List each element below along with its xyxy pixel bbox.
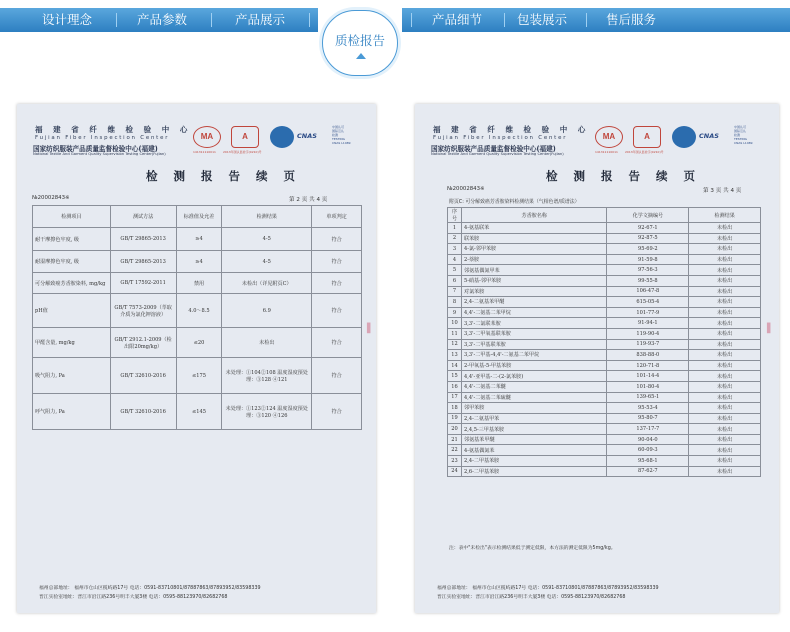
table-cell: 91-94-1: [607, 318, 689, 329]
table-cell: 92-87-5: [607, 233, 689, 244]
nav-item-service[interactable]: 售后服务: [605, 12, 656, 27]
doc-title: 检 测 报 告 续 页: [146, 169, 302, 183]
table-cell: 4-5: [222, 251, 312, 273]
table-cell: 未检出: [689, 328, 761, 339]
ilac-logo-icon: [672, 126, 696, 148]
cma-logo-icon: MA: [595, 126, 623, 148]
nav-item-display[interactable]: 产品展示: [234, 12, 285, 27]
table-header-cell: 单项判定: [312, 206, 362, 228]
table-row: [33, 394, 362, 430]
table-cell: 未检出: [222, 328, 312, 358]
table-cell: 5: [448, 265, 462, 276]
table-cell: GB/T 7573-2009（萃取介质为氯化钾溶液）: [110, 294, 176, 328]
cma-logo-icon: MA: [193, 126, 221, 148]
table-cell: 119-93-7: [607, 339, 689, 350]
caret-up-icon: [356, 53, 366, 59]
table-cell: 未检出: [689, 456, 761, 467]
table-cell: 22: [448, 445, 462, 456]
table-cell: 未检出: [689, 403, 761, 414]
cnas-caption: [332, 125, 351, 145]
nav-separator: [309, 13, 310, 27]
table-cell: 3,3'-二甲基-4,4'-二氨基二苯甲烷: [461, 350, 607, 361]
table-cell: 3,3'-二甲基联苯胺: [461, 339, 607, 350]
cal-logo-icon: A: [231, 126, 259, 148]
table-cell: 14: [448, 360, 462, 371]
cnas-caption-line: TESTING: [332, 137, 345, 141]
table-cell: 符合: [312, 228, 362, 251]
table-row: [448, 360, 761, 371]
table-row: [448, 328, 761, 339]
table-cell: 4-氯-邻甲苯胺: [461, 244, 607, 255]
table-cell: 甲醛含量, mg/kg: [33, 328, 111, 358]
footer-address-2: 晋江实验室地址：晋江市沿江路236号明丰大厦3楼 电话：0595-88123970/82682768: [39, 595, 228, 600]
table-header-cell: 检测项目: [33, 206, 111, 228]
table-row: [448, 223, 761, 234]
table-cell: 未检出: [689, 339, 761, 350]
table-cell: 未检出: [689, 223, 761, 234]
table-cell: 未处理：①123②124 温度湿度预处理：③120 ④126: [222, 394, 312, 430]
table-cell: 4.0～8.5: [176, 294, 222, 328]
cnas-caption-line: 检测: [734, 133, 741, 137]
table-cell: 23: [448, 456, 462, 467]
table-cell: 95-80-7: [607, 413, 689, 424]
table-cell: 耐湿摩擦色牢度, 级: [33, 251, 111, 273]
page-number: 第 2 页 共 4 页: [289, 197, 328, 203]
ilac-logo-icon: [270, 126, 294, 148]
table-cell: 4,4'-二氨基二苯醚: [461, 381, 607, 392]
table-cell: 未检出: [689, 434, 761, 445]
table-header-cell: 序号: [448, 208, 462, 223]
cnas-caption-line: CNAS L1989: [734, 141, 753, 145]
table-cell: 3,3'-二氯联苯胺: [461, 318, 607, 329]
report-page-3: [415, 104, 779, 613]
table-row: [448, 381, 761, 392]
table-cell: 联苯胺: [461, 233, 607, 244]
nav-separator: [211, 13, 212, 27]
table-row: [33, 358, 362, 394]
table-row: [448, 403, 761, 414]
nav-item-params[interactable]: 产品参数: [136, 12, 187, 27]
table-cell: 119-90-4: [607, 328, 689, 339]
table-cell: 未检出: [689, 265, 761, 276]
amine-results-table: [447, 207, 761, 477]
center-name-en: National Textile And Garment Quality Supervision Testing Center(Fujian): [431, 152, 564, 156]
cnas-caption-line: 国际互认: [734, 129, 747, 133]
cal-logo-number: 2013年国认监检字(0210)号: [625, 150, 664, 154]
table-cell: 95-68-1: [607, 456, 689, 467]
table-cell: 6.9: [222, 294, 312, 328]
table-cell: 未检出（详见附页C）: [222, 273, 312, 294]
table-cell: 吸气阻力, Pa: [33, 358, 111, 394]
table-cell: 2,4,5-三甲基苯胺: [461, 424, 607, 435]
table-cell: 11: [448, 328, 462, 339]
table-cell: 19: [448, 413, 462, 424]
active-tab-label: 质检报告: [334, 33, 385, 48]
table-cell: 符合: [312, 358, 362, 394]
table-cell: 未检出: [689, 371, 761, 382]
table-cell: 禁用: [176, 273, 222, 294]
table-cell: ≤175: [176, 358, 222, 394]
table-row: [33, 251, 362, 273]
report-page-2: [17, 104, 376, 613]
cma-logo-number: 141311110011: [193, 150, 216, 154]
table-cell: 4-氨基联苯: [461, 223, 607, 234]
cnas-caption: [734, 125, 753, 145]
table-cell: 未检出: [689, 424, 761, 435]
table-cell: ≥4: [176, 228, 222, 251]
table-cell: 106-47-8: [607, 286, 689, 297]
table-row: [33, 294, 362, 328]
table-note: 注：表中"未检出"表示检测结果低于测定低限，本方法的测定低限为5mg/kg。: [449, 546, 616, 551]
table-row: [448, 339, 761, 350]
table-cell: 10: [448, 318, 462, 329]
table-cell: pH值: [33, 294, 111, 328]
table-cell: 20: [448, 424, 462, 435]
cma-logo-number: 141311110011: [595, 150, 618, 154]
table-cell: 未检出: [689, 466, 761, 477]
table-row: [448, 445, 761, 456]
seal-stamp-icon: ▌: [767, 324, 774, 334]
table-row: [448, 413, 761, 424]
table-cell: 邻氨基偶氮甲苯: [461, 265, 607, 276]
table-header-cell: 检测结果: [689, 208, 761, 223]
cnas-caption-line: CNAS L1989: [332, 141, 351, 145]
table-cell: 未检出: [689, 286, 761, 297]
table-cell: 16: [448, 381, 462, 392]
table-cell: 未检出: [689, 254, 761, 265]
table-row: [448, 456, 761, 467]
table-cell: 17: [448, 392, 462, 403]
report-number: №20002843※: [32, 195, 70, 201]
table-row: [448, 371, 761, 382]
table-row: [448, 244, 761, 255]
table-row: [33, 328, 362, 358]
page-number: 第 3 页 共 4 页: [703, 188, 742, 194]
table-cell: GB/T 29865-2013: [110, 228, 176, 251]
nav-item-packaging[interactable]: 包装展示: [516, 12, 567, 27]
table-cell: 未检出: [689, 297, 761, 308]
table-cell: 21: [448, 434, 462, 445]
table-cell: 615-05-4: [607, 297, 689, 308]
table-cell: 97-56-3: [607, 265, 689, 276]
footer-address-2: 晋江实验室地址：晋江市沿江路236号明丰大厦3楼 电话：0595-88123970/82682768: [437, 595, 626, 600]
table-cell: 99-55-8: [607, 275, 689, 286]
org-name-en: Fujian Fiber Inspection Center: [433, 135, 568, 141]
table-caption: 附页C: 可分解致癌芳香胺染料检测结果（气相色谱/质谱法）: [449, 199, 580, 205]
table-row: [448, 297, 761, 308]
table-header-cell: 化学文摘编号: [607, 208, 689, 223]
cnas-caption-line: TESTING: [734, 137, 747, 141]
table-cell: 6: [448, 275, 462, 286]
table-cell: 未检出: [689, 413, 761, 424]
table-row: [448, 275, 761, 286]
table-row: [448, 434, 761, 445]
table-cell: 101-14-4: [607, 371, 689, 382]
table-cell: 未检出: [689, 244, 761, 255]
table-cell: 符合: [312, 294, 362, 328]
table-cell: 8: [448, 297, 462, 308]
table-row: [448, 392, 761, 403]
table-cell: 邻甲苯胺: [461, 403, 607, 414]
table-header-row: [33, 206, 362, 228]
table-cell: 对氯苯胺: [461, 286, 607, 297]
table-cell: 24: [448, 466, 462, 477]
table-cell: 未检出: [689, 445, 761, 456]
table-cell: 838-88-0: [607, 350, 689, 361]
table-cell: 92-67-1: [607, 223, 689, 234]
report-number: №20002843※: [447, 186, 485, 192]
table-row: [448, 307, 761, 318]
table-cell: 60-09-3: [607, 445, 689, 456]
table-cell: GB/T 32610-2016: [110, 358, 176, 394]
table-cell: 101-77-9: [607, 307, 689, 318]
table-cell: 12: [448, 339, 462, 350]
cal-logo-icon: A: [633, 126, 661, 148]
table-cell: 137-17-7: [607, 424, 689, 435]
table-cell: 15: [448, 371, 462, 382]
seal-stamp-icon: ▌: [367, 324, 374, 334]
doc-title: 检 测 报 告 续 页: [546, 169, 702, 183]
table-cell: 90-04-0: [607, 434, 689, 445]
table-header-cell: 测试方法: [110, 206, 176, 228]
table-cell: 未检出: [689, 392, 761, 403]
table-cell: 未处理：①104②108 温度湿度预处理：③128 ④121: [222, 358, 312, 394]
amine-table-body: [448, 223, 761, 477]
table-cell: ≤145: [176, 394, 222, 430]
table-cell: ≤20: [176, 328, 222, 358]
table-row: [448, 466, 761, 477]
table-row: [448, 254, 761, 265]
table-cell: 95-53-4: [607, 403, 689, 414]
org-name-cn: 福 建 省 纤 维 检 验 中 心: [433, 125, 590, 134]
table-cell: GB/T 2912.1-2009（检出限20mg/kg）: [110, 328, 176, 358]
table-cell: 4-5: [222, 228, 312, 251]
table-cell: 2,6-二甲基苯胺: [461, 466, 607, 477]
table-cell: 95-69-2: [607, 244, 689, 255]
org-name-en: Fujian Fiber Inspection Center: [35, 135, 170, 141]
table-cell: 2-萘胺: [461, 254, 607, 265]
table-header-cell: 标准值及允差: [176, 206, 222, 228]
table-row: [448, 424, 761, 435]
table-cell: 120-71-8: [607, 360, 689, 371]
table-cell: 4,4'-二氨基二苯硫醚: [461, 392, 607, 403]
table-cell: 4,4'-亚甲基-二-(2-氯苯胺): [461, 371, 607, 382]
table-cell: 4,4'-二氨基二苯甲烷: [461, 307, 607, 318]
table-cell: 符合: [312, 273, 362, 294]
footer-address-1: 福州总部地址： 福州市仓山区揽屿路17号 电话：0591-83710801/87887863/87893952/83598339: [39, 586, 261, 591]
table-cell: 2,4-二氨基甲苯: [461, 413, 607, 424]
table-cell: 未检出: [689, 318, 761, 329]
test-results-table: [32, 205, 362, 430]
table-header-row: [448, 208, 761, 223]
org-name-cn: 福 建 省 纤 维 检 验 中 心: [35, 125, 192, 134]
table-row: [33, 228, 362, 251]
table-row: [33, 273, 362, 294]
cnas-caption-line: 中国认可: [734, 125, 747, 129]
table-cell: 2,4-二甲基苯胺: [461, 456, 607, 467]
table-row: [448, 350, 761, 361]
table-cell: 4: [448, 254, 462, 265]
table-row: [448, 265, 761, 276]
table-cell: 2,4-二氨基苯甲醚: [461, 297, 607, 308]
cnas-caption-line: 中国认可: [332, 125, 345, 129]
cnas-caption-line: 检测: [332, 133, 339, 137]
table-cell: 符合: [312, 251, 362, 273]
table-cell: 呼气阻力, Pa: [33, 394, 111, 430]
center-name-cn: 国家纺织服装产品质量监督检验中心(福建): [33, 145, 158, 153]
table-cell: 符合: [312, 328, 362, 358]
cal-logo-number: 2013年国认监检字(0210)号: [223, 150, 262, 154]
table-cell: 未检出: [689, 307, 761, 318]
table-cell: 7: [448, 286, 462, 297]
table-cell: 未检出: [689, 360, 761, 371]
table-cell: 3,3'-二甲氧基联苯胺: [461, 328, 607, 339]
table-cell: 13: [448, 350, 462, 361]
table-header-cell: 检测结果: [222, 206, 312, 228]
table-cell: 未检出: [689, 350, 761, 361]
table-cell: 87-62-7: [607, 466, 689, 477]
table-cell: GB/T 29865-2013: [110, 251, 176, 273]
table-cell: 2-甲氧基-5-甲基苯胺: [461, 360, 607, 371]
table-cell: 可分解致癌芳香胺染料, mg/kg: [33, 273, 111, 294]
table-cell: ≥4: [176, 251, 222, 273]
table-cell: 未检出: [689, 381, 761, 392]
table-cell: 4-氨基偶氮苯: [461, 445, 607, 456]
cnas-logo-icon: CNAS: [699, 132, 719, 140]
table-cell: GB/T 32610-2016: [110, 394, 176, 430]
nav-item-design[interactable]: 设计理念: [41, 12, 92, 27]
table-cell: 18: [448, 403, 462, 414]
table-cell: 邻氨基苯甲醚: [461, 434, 607, 445]
table-cell: 符合: [312, 394, 362, 430]
nav-item-details[interactable]: 产品细节: [431, 12, 482, 27]
cnas-logo-icon: CNAS: [297, 132, 317, 140]
table-cell: GB/T 17592-2011: [110, 273, 176, 294]
table-cell: 91-59-8: [607, 254, 689, 265]
table-cell: 101-80-4: [607, 381, 689, 392]
table-cell: 139-65-1: [607, 392, 689, 403]
active-tab-badge[interactable]: [318, 6, 402, 82]
center-name-en: National Textile And Garment Quality Supervision Testing Center(Fujian): [33, 152, 166, 156]
table-cell: 未检出: [689, 233, 761, 244]
table-cell: 3: [448, 244, 462, 255]
table-row: [448, 318, 761, 329]
footer-address-1: 福州总部地址： 福州市仓山区揽屿路17号 电话：0591-83710801/87887863/87893952/83598339: [437, 586, 659, 591]
table-cell: 耐干摩擦色牢度, 级: [33, 228, 111, 251]
table-cell: 9: [448, 307, 462, 318]
table-cell: 1: [448, 223, 462, 234]
cnas-caption-line: 国际互认: [332, 129, 345, 133]
table-row: [448, 286, 761, 297]
table-cell: 未检出: [689, 275, 761, 286]
table-row: [448, 233, 761, 244]
table-header-cell: 芳香胺名称: [461, 208, 607, 223]
center-name-cn: 国家纺织服装产品质量监督检验中心(福建): [431, 145, 556, 153]
active-tab-circle: [322, 10, 398, 76]
table-cell: 2: [448, 233, 462, 244]
table-cell: 5-硝基-邻甲苯胺: [461, 275, 607, 286]
